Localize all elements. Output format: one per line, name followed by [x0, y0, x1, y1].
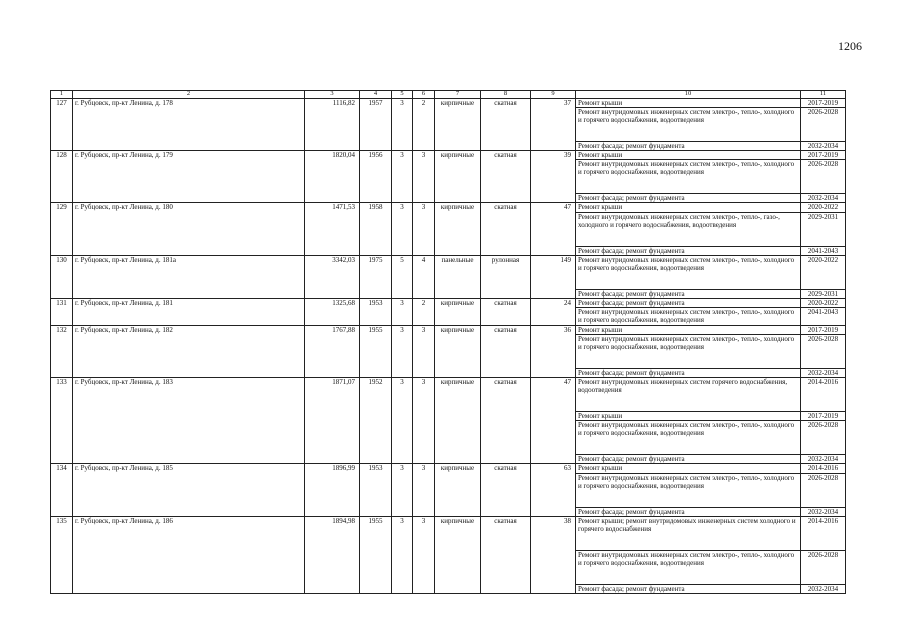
- table-row: [51, 98, 846, 107]
- residents-cell: 38: [531, 516, 576, 593]
- roof-cell: скатная: [481, 203, 531, 255]
- row-number: 135: [51, 516, 73, 593]
- column-number: 4: [360, 91, 392, 99]
- period-cell: 2014-2016: [801, 377, 846, 411]
- year-cell: 1957: [360, 98, 392, 150]
- roof-cell: рулонная: [481, 255, 531, 298]
- floors-cell: 3: [392, 377, 413, 463]
- entrances-cell: 3: [413, 203, 435, 255]
- address-cell: г. Рубцовск, пр-кт Ленина, д. 185: [73, 464, 305, 516]
- address-cell: г. Рубцовск, пр-кт Ленина, д. 186: [73, 516, 305, 593]
- walls-cell: панельные: [435, 255, 481, 298]
- work-type-cell: Ремонт фасада; ремонт фундамента: [576, 368, 801, 377]
- floors-cell: 3: [392, 464, 413, 516]
- work-type-cell: Ремонт фасада; ремонт фундамента: [576, 194, 801, 203]
- entrances-cell: 3: [413, 325, 435, 377]
- floors-cell: 3: [392, 325, 413, 377]
- area-cell: 1894,98: [305, 516, 360, 593]
- entrances-cell: 3: [413, 516, 435, 593]
- entrances-cell: 3: [413, 150, 435, 202]
- roof-cell: скатная: [481, 325, 531, 377]
- column-number: 7: [435, 91, 481, 99]
- work-type-cell: Ремонт крыши: [576, 150, 801, 159]
- period-cell: 2017-2019: [801, 325, 846, 334]
- residents-cell: 47: [531, 377, 576, 463]
- address-cell: г. Рубцовск, пр-кт Ленина, д. 179: [73, 150, 305, 202]
- area-cell: 1325,68: [305, 298, 360, 325]
- column-number: 1: [51, 91, 73, 99]
- floors-cell: 5: [392, 255, 413, 298]
- year-cell: 1952: [360, 377, 392, 463]
- area-cell: 1820,04: [305, 150, 360, 202]
- work-type-cell: Ремонт внутридомовых инженерных систем электро-, тепло-, холодного и горячего водоснабжения, водоотведения: [576, 255, 801, 289]
- floors-cell: 3: [392, 516, 413, 593]
- work-type-cell: Ремонт внутридомовых инженерных систем электро-, тепло-, холодного и горячего водоснабжения, водоотведения: [576, 160, 801, 194]
- work-type-cell: Ремонт фасада; ремонт фундамента: [576, 246, 801, 255]
- work-type-cell: Ремонт крыши: [576, 203, 801, 212]
- area-cell: 1767,88: [305, 325, 360, 377]
- column-number: 11: [801, 91, 846, 99]
- work-type-cell: Ремонт фасада; ремонт фундамента: [576, 455, 801, 464]
- repair-schedule-table: [50, 90, 846, 594]
- floors-cell: 3: [392, 150, 413, 202]
- work-type-cell: Ремонт внутридомовых инженерных систем электро-, тепло-, холодного и горячего водоснабжения, водоотведения: [576, 334, 801, 368]
- column-number: 2: [73, 91, 305, 99]
- address-cell: г. Рубцовск, пр-кт Ленина, д. 178: [73, 98, 305, 150]
- row-number: 130: [51, 255, 73, 298]
- entrances-cell: 2: [413, 98, 435, 150]
- address-cell: г. Рубцовск, пр-кт Ленина, д. 182: [73, 325, 305, 377]
- area-cell: 1471,53: [305, 203, 360, 255]
- row-number: 131: [51, 298, 73, 325]
- column-number: 8: [481, 91, 531, 99]
- table-row: [51, 203, 846, 212]
- row-number: 132: [51, 325, 73, 377]
- area-cell: 3342,03: [305, 255, 360, 298]
- period-cell: 2032-2034: [801, 507, 846, 516]
- period-cell: 2026-2028: [801, 160, 846, 194]
- row-number: 134: [51, 464, 73, 516]
- work-type-cell: Ремонт фасада; ремонт фундамента: [576, 141, 801, 150]
- work-type-cell: Ремонт крыши: [576, 98, 801, 107]
- work-type-cell: Ремонт крыши: [576, 411, 801, 420]
- work-type-cell: Ремонт крыши: [576, 325, 801, 334]
- address-cell: г. Рубцовск, пр-кт Ленина, д. 181: [73, 298, 305, 325]
- address-cell: г. Рубцовск, пр-кт Ленина, д. 181а: [73, 255, 305, 298]
- page-number: 1206: [838, 39, 862, 53]
- column-number: 9: [531, 91, 576, 99]
- period-cell: 2041-2043: [801, 308, 846, 325]
- column-number: 6: [413, 91, 435, 99]
- roof-cell: скатная: [481, 516, 531, 593]
- year-cell: 1958: [360, 203, 392, 255]
- address-cell: г. Рубцовск, пр-кт Ленина, д. 183: [73, 377, 305, 463]
- table-row: [51, 255, 846, 289]
- floors-cell: 3: [392, 298, 413, 325]
- period-cell: 2017-2019: [801, 98, 846, 107]
- period-cell: 2026-2028: [801, 550, 846, 584]
- work-type-cell: Ремонт внутридомовых инженерных систем электро-, тепло-, холодного и горячего водоснабжения, водоотведения: [576, 473, 801, 507]
- column-number: 10: [576, 91, 801, 99]
- residents-cell: 36: [531, 325, 576, 377]
- year-cell: 1955: [360, 325, 392, 377]
- floors-cell: 3: [392, 98, 413, 150]
- period-cell: 2032-2034: [801, 141, 846, 150]
- roof-cell: скатная: [481, 377, 531, 463]
- work-type-cell: Ремонт внутридомовых инженерных систем электро-, тепло-, холодного и горячего водоснабжения, водоотведения: [576, 308, 801, 325]
- area-cell: 1896,99: [305, 464, 360, 516]
- work-type-cell: Ремонт крыши: [576, 464, 801, 473]
- area-cell: 1871,07: [305, 377, 360, 463]
- period-cell: 2014-2016: [801, 464, 846, 473]
- residents-cell: 63: [531, 464, 576, 516]
- period-cell: 2020-2022: [801, 255, 846, 289]
- table-row: [51, 464, 846, 473]
- period-cell: 2032-2034: [801, 455, 846, 464]
- work-type-cell: Ремонт внутридомовых инженерных систем электро-, тепло-, холодного и горячего водоснабжения, водоотведения: [576, 107, 801, 141]
- row-number: 127: [51, 98, 73, 150]
- work-type-cell: Ремонт внутридомовых инженерных систем электро-, тепло-, холодного и горячего водоснабжения, водоотведения: [576, 550, 801, 584]
- residents-cell: 37: [531, 98, 576, 150]
- period-cell: 2026-2028: [801, 421, 846, 455]
- walls-cell: кирпичные: [435, 516, 481, 593]
- period-cell: 2032-2034: [801, 584, 846, 593]
- area-cell: 1116,82: [305, 98, 360, 150]
- year-cell: 1956: [360, 150, 392, 202]
- walls-cell: кирпичные: [435, 150, 481, 202]
- walls-cell: кирпичные: [435, 203, 481, 255]
- column-number-row: [51, 91, 846, 99]
- walls-cell: кирпичные: [435, 325, 481, 377]
- period-cell: 2041-2043: [801, 246, 846, 255]
- work-type-cell: Ремонт внутридомовых инженерных систем горячего водоснабжения, водоотведения: [576, 377, 801, 411]
- residents-cell: 24: [531, 298, 576, 325]
- year-cell: 1975: [360, 255, 392, 298]
- floors-cell: 3: [392, 203, 413, 255]
- table-row: [51, 377, 846, 411]
- roof-cell: скатная: [481, 150, 531, 202]
- column-number: 3: [305, 91, 360, 99]
- residents-cell: 39: [531, 150, 576, 202]
- roof-cell: скатная: [481, 298, 531, 325]
- table-row: [51, 298, 846, 307]
- row-number: 133: [51, 377, 73, 463]
- year-cell: 1955: [360, 516, 392, 593]
- walls-cell: кирпичные: [435, 98, 481, 150]
- entrances-cell: 2: [413, 298, 435, 325]
- work-type-cell: Ремонт фасада; ремонт фундамента: [576, 584, 801, 593]
- work-type-cell: Ремонт фасада; ремонт фундамента: [576, 289, 801, 298]
- period-cell: 2032-2034: [801, 368, 846, 377]
- period-cell: 2032-2034: [801, 194, 846, 203]
- work-type-cell: Ремонт внутридомовых инженерных систем электро-, тепло-, холодного и горячего водоснабжения, водоотведения: [576, 421, 801, 455]
- period-cell: 2026-2028: [801, 473, 846, 507]
- address-cell: г. Рубцовск, пр-кт Ленина, д. 180: [73, 203, 305, 255]
- period-cell: 2017-2019: [801, 411, 846, 420]
- period-cell: 2026-2028: [801, 107, 846, 141]
- period-cell: 2020-2022: [801, 203, 846, 212]
- work-type-cell: Ремонт внутридомовых инженерных систем электро-, тепло-, газо-, холодного и горячего водоснабжения, водоотведения: [576, 212, 801, 246]
- residents-cell: 149: [531, 255, 576, 298]
- work-type-cell: Ремонт крыши; ремонт внутридомовых инженерных систем холодного и горячего водоснабжения: [576, 516, 801, 550]
- row-number: 128: [51, 150, 73, 202]
- entrances-cell: 3: [413, 464, 435, 516]
- column-number: 5: [392, 91, 413, 99]
- row-number: 129: [51, 203, 73, 255]
- entrances-cell: 3: [413, 377, 435, 463]
- table-row: [51, 325, 846, 334]
- period-cell: 2020-2022: [801, 298, 846, 307]
- period-cell: 2029-2031: [801, 289, 846, 298]
- table-row: [51, 516, 846, 550]
- period-cell: 2029-2031: [801, 212, 846, 246]
- walls-cell: кирпичные: [435, 377, 481, 463]
- period-cell: 2026-2028: [801, 334, 846, 368]
- walls-cell: кирпичные: [435, 298, 481, 325]
- work-type-cell: Ремонт фасада; ремонт фундамента: [576, 298, 801, 307]
- work-type-cell: Ремонт фасада; ремонт фундамента: [576, 507, 801, 516]
- roof-cell: скатная: [481, 98, 531, 150]
- roof-cell: скатная: [481, 464, 531, 516]
- year-cell: 1953: [360, 298, 392, 325]
- entrances-cell: 4: [413, 255, 435, 298]
- period-cell: 2017-2019: [801, 150, 846, 159]
- year-cell: 1953: [360, 464, 392, 516]
- residents-cell: 47: [531, 203, 576, 255]
- period-cell: 2014-2016: [801, 516, 846, 550]
- table-row: [51, 150, 846, 159]
- walls-cell: кирпичные: [435, 464, 481, 516]
